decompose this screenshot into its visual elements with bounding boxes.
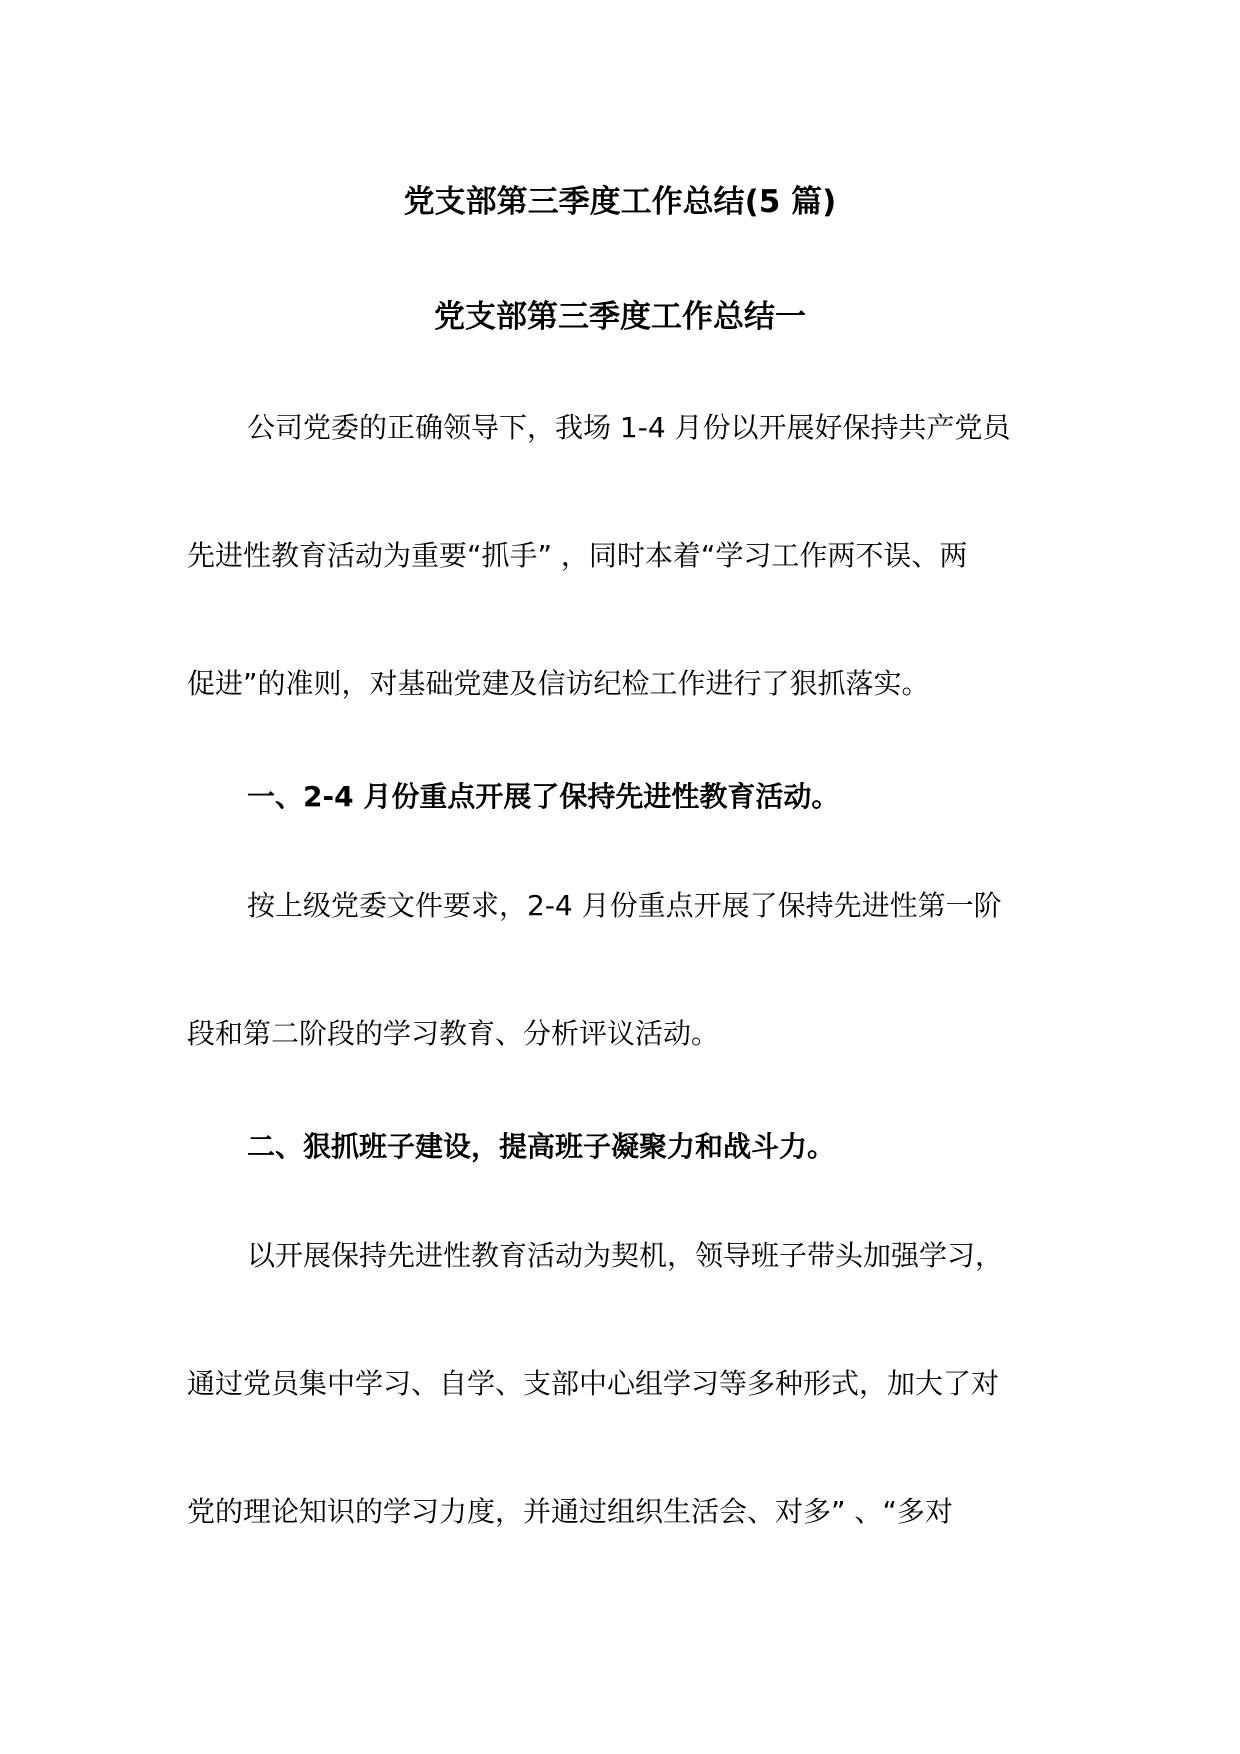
- document-title: 党支部第三季度工作总结(5 篇): [403, 184, 837, 220]
- document-subtitle: 党支部第三季度工作总结一: [434, 299, 806, 335]
- section-heading-2: 二、狠抓班子建设，提高班子凝聚力和战斗力。: [247, 1130, 836, 1163]
- paragraph-line: 以开展保持先进性教育活动为契机，领导班子带头加强学习，: [247, 1239, 1004, 1272]
- paragraph-line: 党的理论知识的学习力度，并通过组织生活会、对多” 、“多对: [187, 1495, 953, 1528]
- paragraph-line: 段和第二阶段的学习教育、分析评议活动。: [187, 1017, 720, 1050]
- paragraph-line: 通过党员集中学习、自学、支部中心组学习等多种形式，加大了对: [187, 1367, 1000, 1400]
- section-heading-1: 一、2-4 月份重点开展了保持先进性教育活动。: [247, 780, 840, 813]
- paragraph-line: 公司党委的正确领导下，我场 1-4 月份以开展好保持共产党员: [247, 411, 1011, 444]
- paragraph-line: 先进性教育活动为重要“抓手” ，同时本着“学习工作两不误、两: [187, 539, 968, 572]
- paragraph-line: 促进”的准则，对基础党建及信访纪检工作进行了狠抓落实。: [187, 667, 930, 700]
- paragraph-line: 按上级党委文件要求，2-4 月份重点开展了保持先进性第一阶: [247, 889, 1002, 922]
